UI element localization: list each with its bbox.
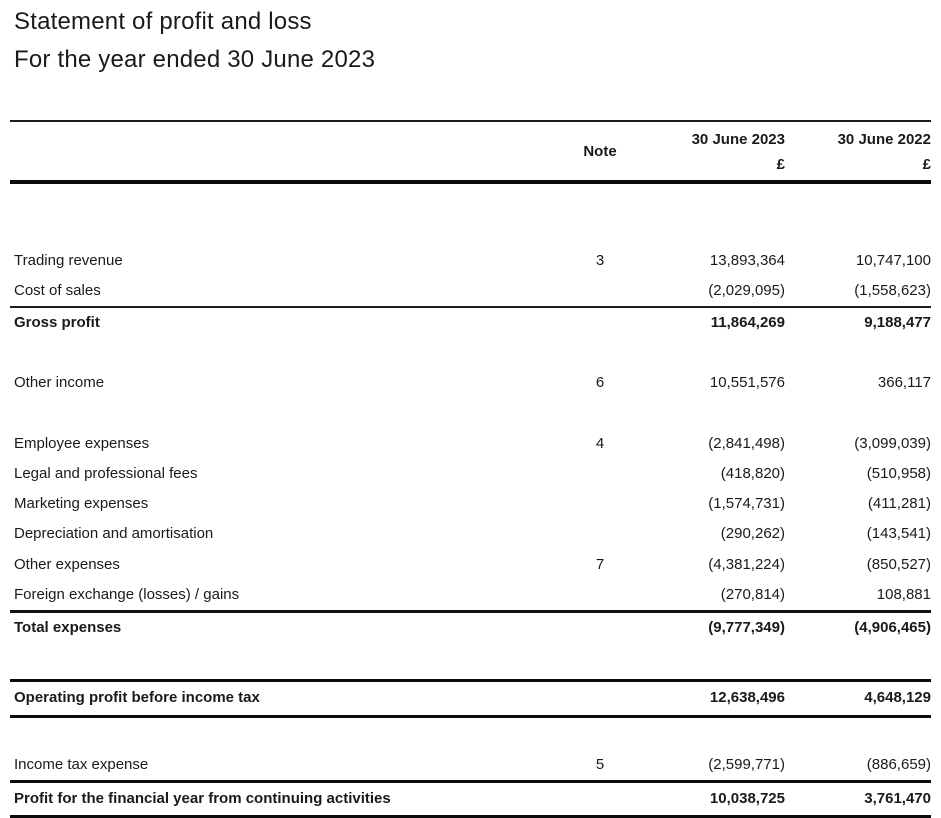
row-label: Other income [14, 374, 105, 392]
row-amount-current: (270,814) [720, 585, 785, 603]
row-amount-current: (4,381,224) [708, 555, 785, 573]
row-note: 4 [595, 434, 605, 452]
row-amount-current: 11,864,269 [710, 314, 785, 332]
row-amount-prior: 9,188,477 [864, 314, 931, 332]
table-row [10, 679, 931, 717]
header-note-column: Note [583, 143, 617, 161]
header-currency-prior: £ [922, 155, 931, 173]
row-amount-current: (2,029,095) [708, 281, 785, 299]
row-label: Total expenses [14, 619, 122, 637]
table-row [10, 780, 931, 818]
header-period-prior-date: 30 June 2022 [837, 130, 931, 148]
row-label: Marketing expenses [14, 495, 149, 513]
table-row [10, 489, 931, 519]
row-amount-current: (290,262) [720, 525, 785, 543]
table-row [10, 306, 931, 338]
row-note: 7 [595, 555, 605, 573]
row-amount-current: (9,777,349) [708, 619, 785, 637]
row-label: Trading revenue [14, 251, 123, 269]
row-label: Employee expenses [14, 434, 150, 452]
row-label: Other expenses [14, 555, 120, 573]
row-amount-prior: 4,648,129 [864, 689, 931, 707]
row-label: Legal and professional fees [14, 464, 198, 482]
table-row [10, 550, 931, 580]
header-period-prior [785, 131, 931, 173]
header-period-current-date: 30 June 2023 [691, 130, 785, 148]
row-amount-prior: (1,558,623) [854, 281, 931, 299]
row-amount-prior: (850,527) [866, 555, 931, 573]
table-row [10, 368, 931, 398]
row-amount-prior: (3,099,039) [854, 434, 931, 452]
row-note: 5 [595, 755, 605, 773]
header-currency-current: £ [776, 155, 785, 173]
row-label: Foreign exchange (losses) / gains [14, 585, 240, 603]
row-amount-prior: (510,958) [866, 464, 931, 482]
row-note: 3 [595, 251, 605, 269]
table-row [10, 610, 931, 643]
table-row [10, 519, 931, 549]
table-row [10, 580, 931, 610]
row-amount-current: (418,820) [720, 464, 785, 482]
page-title: Statement of profit and loss [14, 8, 312, 35]
table-row [10, 459, 931, 489]
header-period-current [640, 131, 785, 173]
row-amount-prior: 366,117 [877, 374, 931, 392]
row-amount-current: (2,841,498) [708, 434, 785, 452]
row-amount-prior: 3,761,470 [864, 789, 931, 807]
row-amount-current: 13,893,364 [709, 251, 785, 269]
row-note: 6 [595, 374, 605, 392]
row-amount-prior: 108,881 [876, 585, 931, 603]
profit-loss-table [10, 120, 931, 818]
row-amount-current: 10,038,725 [709, 789, 785, 807]
table-row [10, 429, 931, 459]
row-label: Gross profit [14, 314, 100, 332]
row-amount-prior: 10,747,100 [855, 251, 931, 269]
row-amount-current: (2,599,771) [708, 755, 785, 773]
row-label: Profit for the financial year from continuing activities [14, 789, 391, 807]
row-label: Cost of sales [14, 281, 101, 299]
table-body [10, 246, 931, 818]
row-label: Depreciation and amortisation [14, 525, 214, 543]
row-amount-current: 12,638,496 [709, 689, 785, 707]
row-amount-prior: (143,541) [866, 525, 931, 543]
table-row [10, 276, 931, 306]
row-amount-prior: (4,906,465) [854, 619, 931, 637]
row-label: Income tax expense [14, 755, 149, 773]
page-subtitle: For the year ended 30 June 2023 [14, 45, 376, 73]
row-amount-current: (1,574,731) [708, 495, 785, 513]
row-amount-current: 10,551,576 [709, 374, 785, 392]
row-amount-prior: (886,659) [866, 755, 931, 773]
row-amount-prior: (411,281) [867, 495, 931, 513]
row-label: Operating profit before income tax [14, 689, 260, 707]
table-row [10, 750, 931, 780]
table-header [10, 120, 931, 184]
table-row [10, 246, 931, 276]
